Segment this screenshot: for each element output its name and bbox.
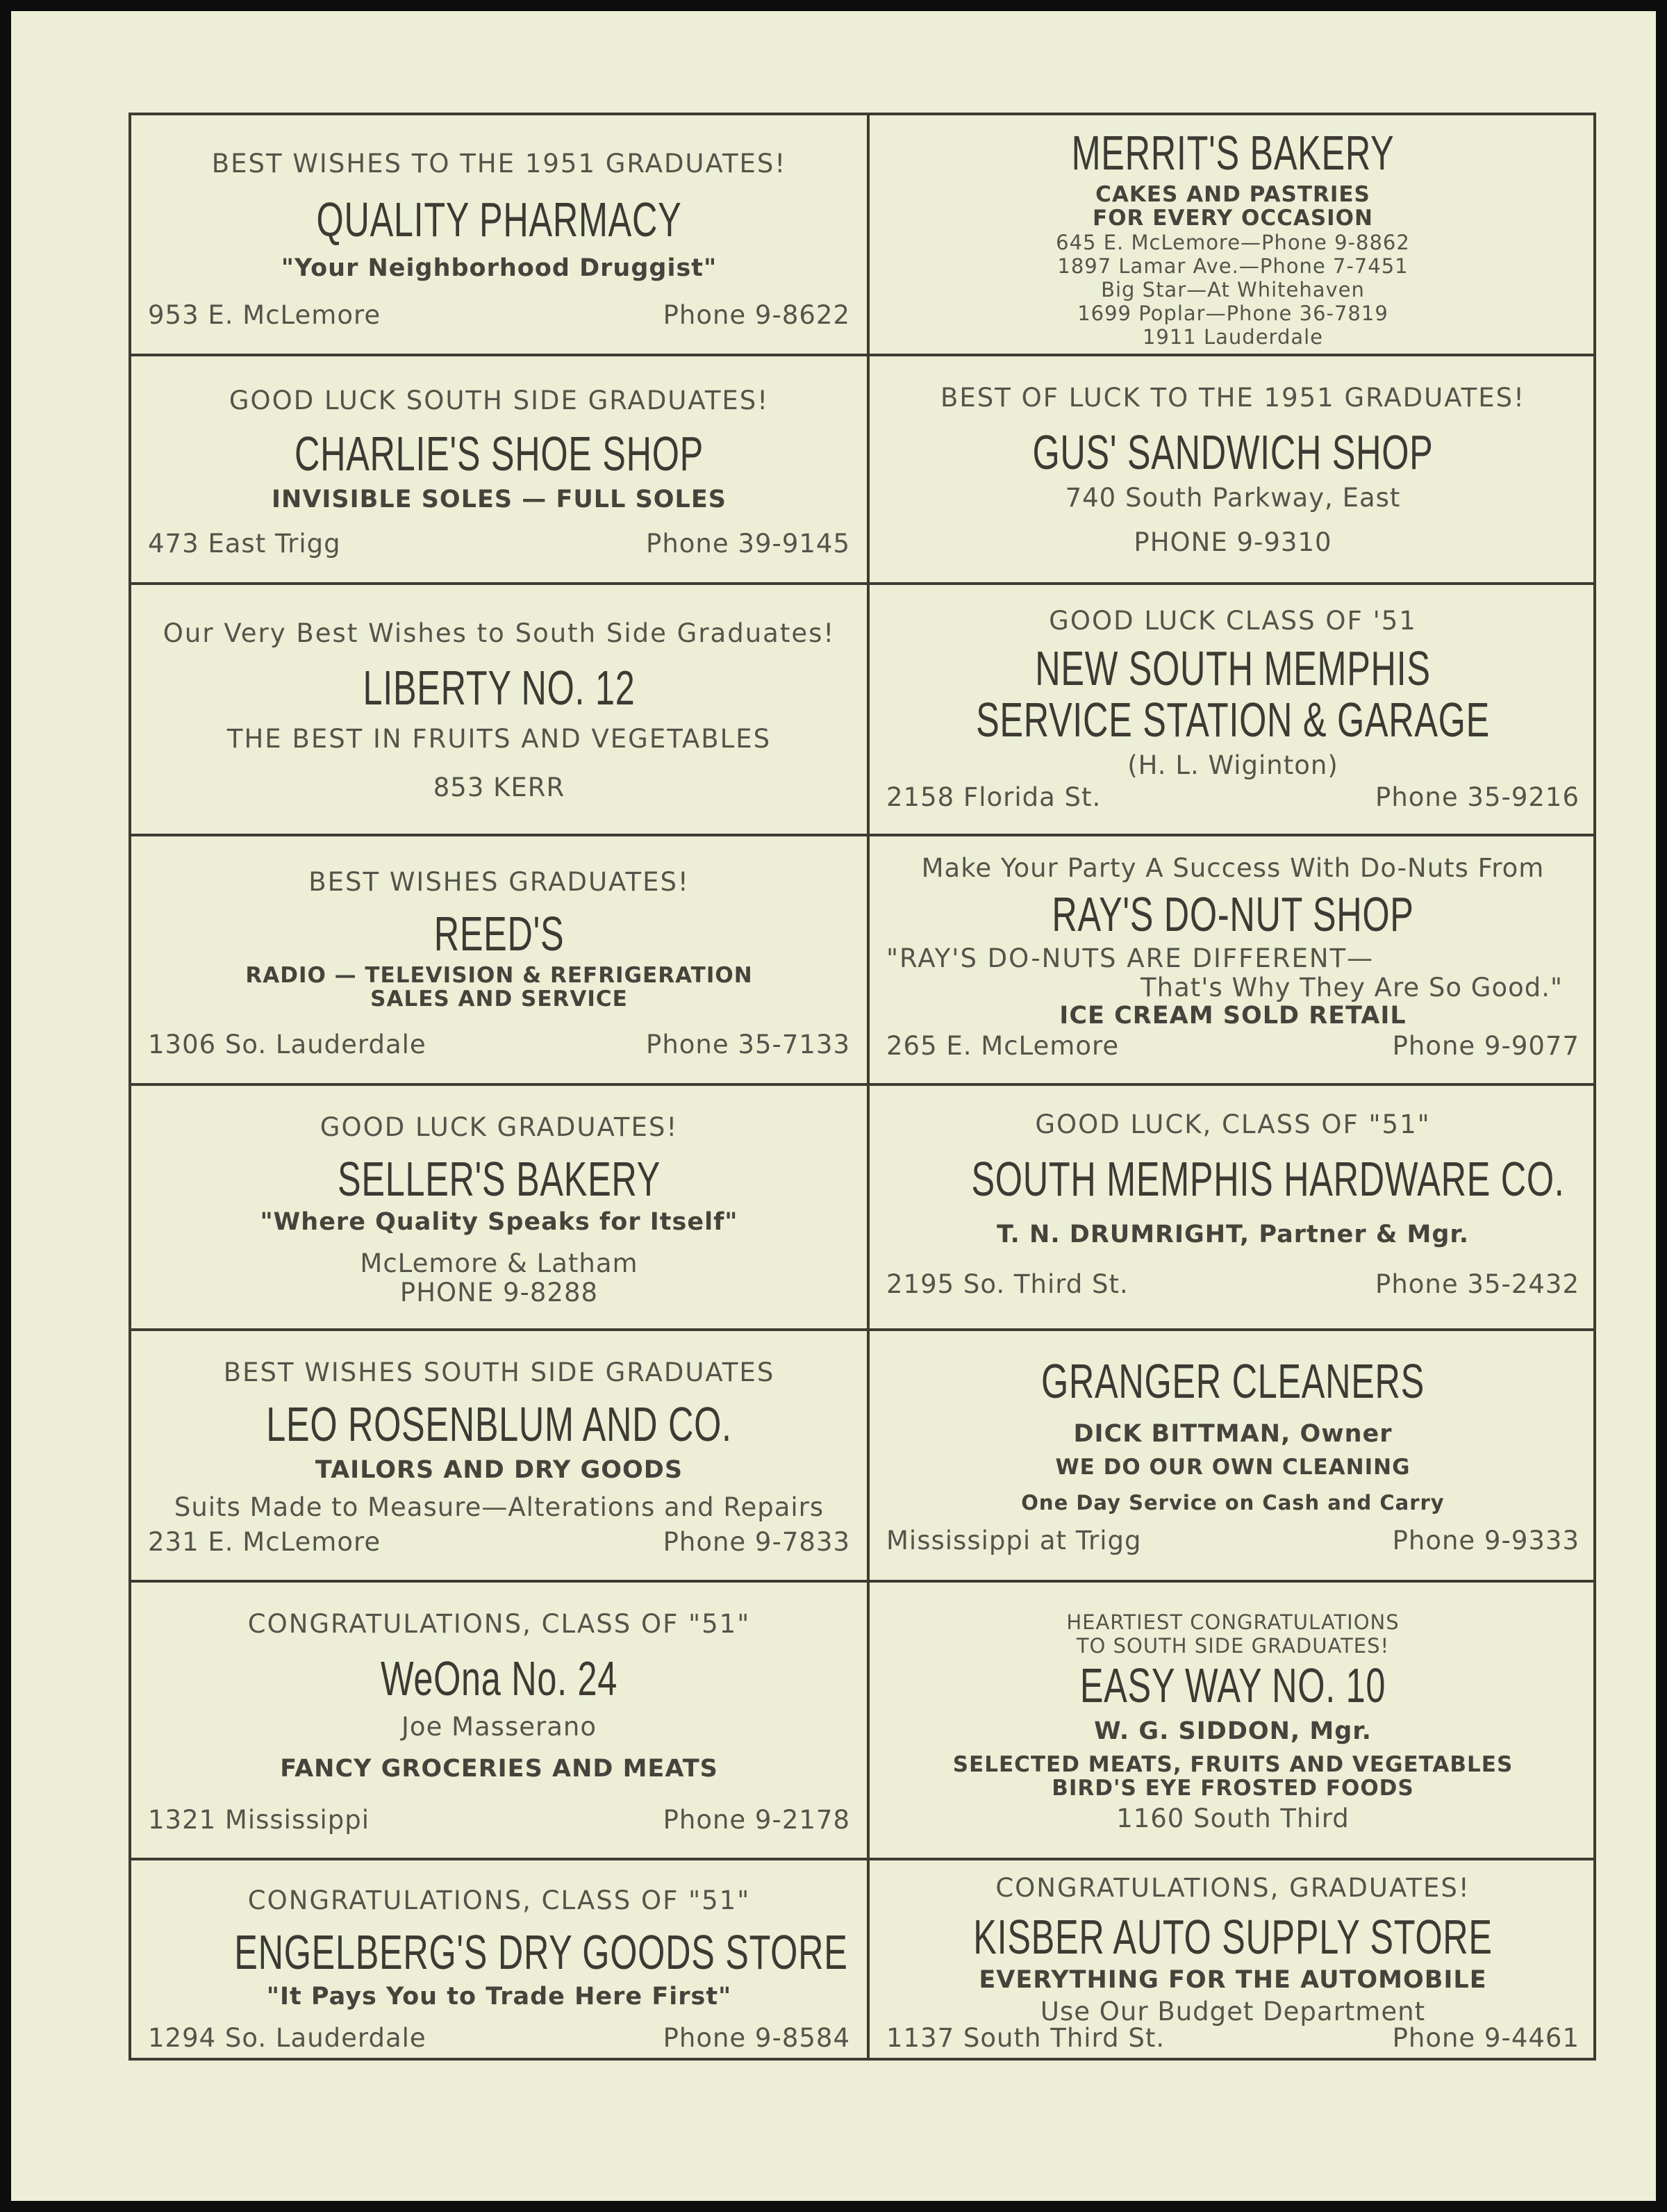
ad-business-name: RAY'S DO-NUT SHOP <box>1052 887 1414 941</box>
ad-business-name: CHARLIE'S SHOE SHOP <box>294 427 704 481</box>
ad-line: SALES AND SERVICE <box>370 987 628 1012</box>
ad-footer <box>886 1269 1579 1299</box>
ad-address: 473 East Trigg <box>148 529 341 559</box>
ad-granger-cleaners <box>870 1331 1596 1580</box>
ad-greeting: CONGRATULATIONS, CLASS OF "51" <box>247 1609 751 1639</box>
ad-footer <box>148 300 850 330</box>
ad-footer <box>148 1527 850 1557</box>
ad-phone: Phone 35-7133 <box>646 1030 850 1059</box>
ad-address: 265 E. McLemore <box>886 1031 1120 1061</box>
ad-address: 2158 Florida St. <box>886 782 1102 812</box>
ad-location: 1911 Lauderdale <box>1142 325 1324 349</box>
ad-tagline: "Your Neighborhood Druggist" <box>281 254 718 282</box>
ad-manager: W. G. SIDDON, Mgr. <box>1094 1717 1372 1745</box>
ad-leo-rosenblum <box>131 1331 867 1580</box>
ad-greeting: HEARTIEST CONGRATULATIONS <box>1066 1610 1400 1634</box>
ad-business-name: EASY WAY NO. 10 <box>1079 1658 1386 1712</box>
ad-address: 740 South Parkway, East <box>1065 483 1401 513</box>
ad-slogan: That's Why They Are So Good." <box>1141 973 1563 1002</box>
ad-footer <box>886 1526 1579 1555</box>
ad-line: CAKES AND PASTRIES <box>1095 182 1370 207</box>
ad-charlies-shoe-shop <box>131 356 867 582</box>
ad-location: 1699 Poplar—Phone 36-7819 <box>1077 302 1388 325</box>
ad-line: One Day Service on Cash and Carry <box>1021 1491 1445 1514</box>
ad-line: SELECTED MEATS, FRUITS AND VEGETABLES <box>952 1752 1513 1777</box>
ad-greeting: CONGRATULATIONS, CLASS OF "51" <box>247 1885 751 1915</box>
ad-business-name: SOUTH MEMPHIS HARDWARE CO. <box>971 1152 1565 1206</box>
ad-phone: Phone 9-4461 <box>1392 2023 1579 2053</box>
ad-new-south-memphis <box>870 585 1596 834</box>
ad-reeds <box>131 836 867 1083</box>
ad-address: 953 E. McLemore <box>148 300 381 330</box>
ad-greeting: GOOD LUCK SOUTH SIDE GRADUATES! <box>229 386 770 415</box>
ad-footer <box>886 782 1579 812</box>
ad-kisber-auto-supply <box>870 1860 1596 2061</box>
ad-manager: T. N. DRUMRIGHT, Partner & Mgr. <box>996 1221 1469 1248</box>
ad-footer <box>148 529 850 559</box>
ad-weona-no-24 <box>131 1583 867 1858</box>
ad-greeting: BEST WISHES GRADUATES! <box>308 867 690 897</box>
ad-tagline: FANCY GROCERIES AND MEATS <box>280 1755 718 1783</box>
ad-location: Big Star—At Whitehaven <box>1101 278 1365 302</box>
ad-business-name: LEO ROSENBLUM AND CO. <box>266 1397 732 1451</box>
ad-phone: Phone 9-8584 <box>663 2023 850 2053</box>
ad-line: Use Our Budget Department <box>1040 1997 1426 2027</box>
ad-phone: Phone 9-2178 <box>663 1805 850 1835</box>
ad-address: 1321 Mississippi <box>148 1805 370 1835</box>
ad-tagline: THE BEST IN FRUITS AND VEGETABLES <box>226 724 772 754</box>
ad-business-name: GUS' SANDWICH SHOP <box>1032 425 1434 479</box>
ad-phone: Phone 9-8622 <box>663 300 850 330</box>
ad-owner: Joe Masserano <box>401 1712 597 1742</box>
ad-greeting: GOOD LUCK CLASS OF '51 <box>1049 606 1417 636</box>
ad-business-name: SELLER'S BAKERY <box>338 1152 661 1206</box>
ad-slogan: "RAY'S DO-NUTS ARE DIFFERENT— <box>886 943 1375 973</box>
ad-address: Mississippi at Trigg <box>886 1526 1142 1555</box>
ad-greeting: BEST WISHES SOUTH SIDE GRADUATES <box>223 1357 775 1387</box>
ad-footer <box>148 1805 850 1835</box>
ad-owner: DICK BITTMAN, Owner <box>1073 1420 1393 1448</box>
ad-footer <box>886 1031 1579 1061</box>
ad-line: WE DO OUR OWN CLEANING <box>1055 1455 1411 1480</box>
ad-greeting: Make Your Party A Success With Do-Nuts From <box>921 853 1545 883</box>
ad-greeting: Our Very Best Wishes to South Side Graduates! <box>163 618 836 648</box>
ad-tagline: TAILORS AND DRY GOODS <box>315 1456 683 1484</box>
ad-south-memphis-hardware <box>870 1086 1596 1328</box>
ad-phone: PHONE 9-8288 <box>399 1278 599 1307</box>
ad-grid <box>128 113 1596 2061</box>
ad-easy-way-no-10 <box>870 1583 1596 1858</box>
ad-phone: Phone 35-9216 <box>1375 782 1579 812</box>
ad-location: 645 E. McLemore—Phone 9-8862 <box>1056 231 1410 254</box>
ad-greeting: BEST WISHES TO THE 1951 GRADUATES! <box>211 149 787 179</box>
ad-gus-sandwich-shop <box>870 356 1596 582</box>
ad-tagline: "Where Quality Speaks for Itself" <box>260 1208 738 1236</box>
ad-address: McLemore & Latham <box>360 1248 638 1278</box>
ad-location: 1897 Lamar Ave.—Phone 7-7451 <box>1057 254 1409 278</box>
ad-address: 2195 So. Third St. <box>886 1269 1129 1299</box>
ad-address: 1306 So. Lauderdale <box>148 1030 426 1059</box>
ad-business-name: REED'S <box>433 907 565 961</box>
ad-liberty-no-12 <box>131 585 867 834</box>
ad-line: BIRD'S EYE FROSTED FOODS <box>1052 1776 1414 1801</box>
ad-line: Suits Made to Measure—Alterations and Repairs <box>174 1492 824 1522</box>
ad-business-name: MERRIT'S BAKERY <box>1071 126 1395 180</box>
ad-greeting: TO SOUTH SIDE GRADUATES! <box>1076 1634 1390 1658</box>
ad-line: FOR EVERY OCCASION <box>1093 206 1373 231</box>
ad-phone: Phone 35-2432 <box>1375 1269 1579 1299</box>
ad-merrits-bakery <box>870 115 1596 354</box>
ad-sellers-bakery <box>131 1086 867 1328</box>
ad-owner: (H. L. Wiginton) <box>1127 750 1338 780</box>
ad-phone: Phone 9-9077 <box>1392 1031 1579 1061</box>
ad-footer <box>148 1030 850 1059</box>
ad-business-name: GRANGER CLEANERS <box>1040 1354 1425 1408</box>
ad-tagline: INVISIBLE SOLES — FULL SOLES <box>272 486 727 513</box>
ad-business-name: QUALITY PHARMACY <box>316 192 682 247</box>
ad-tagline: "It Pays You to Trade Here First" <box>266 1983 732 2011</box>
ad-address: 853 KERR <box>433 773 565 802</box>
ad-footer <box>148 2023 850 2053</box>
ad-footer <box>886 2023 1579 2053</box>
ad-address: 231 E. McLemore <box>148 1527 381 1557</box>
ad-engelbergs <box>131 1860 867 2061</box>
ad-address: 1160 South Third <box>1116 1804 1350 1833</box>
ad-phone: PHONE 9-9310 <box>1134 527 1332 557</box>
ad-rays-do-nut-shop <box>870 836 1596 1083</box>
ad-greeting: BEST OF LUCK TO THE 1951 GRADUATES! <box>940 383 1525 413</box>
ad-quality-pharmacy <box>131 115 867 354</box>
ad-greeting: GOOD LUCK, CLASS OF "51" <box>1035 1109 1431 1139</box>
ad-greeting: CONGRATULATIONS, GRADUATES! <box>995 1873 1470 1903</box>
ad-business-name: KISBER AUTO SUPPLY STORE <box>973 1910 1493 1964</box>
ad-greeting: GOOD LUCK GRADUATES! <box>320 1112 679 1142</box>
ad-business-name: LIBERTY NO. 12 <box>363 661 636 715</box>
ad-tagline: EVERYTHING FOR THE AUTOMOBILE <box>979 1966 1487 1994</box>
ad-business-name: WeOna No. 24 <box>380 1651 618 1706</box>
ad-phone: Phone 9-9333 <box>1392 1526 1579 1555</box>
ad-line: ICE CREAM SOLD RETAIL <box>1059 1002 1407 1030</box>
page <box>11 11 1656 2201</box>
ad-line: RADIO — TELEVISION & REFRIGERATION <box>245 963 753 988</box>
ad-business-name: NEW SOUTH MEMPHIS <box>1035 641 1431 695</box>
ad-business-name: ENGELBERG'S DRY GOODS STORE <box>234 1925 848 1979</box>
ad-business-name: SERVICE STATION & GARAGE <box>976 693 1490 747</box>
ad-address: 1137 South Third St. <box>886 2023 1166 2053</box>
ad-address: 1294 So. Lauderdale <box>148 2023 426 2053</box>
ad-phone: Phone 39-9145 <box>646 529 850 559</box>
ad-phone: Phone 9-7833 <box>663 1527 850 1557</box>
